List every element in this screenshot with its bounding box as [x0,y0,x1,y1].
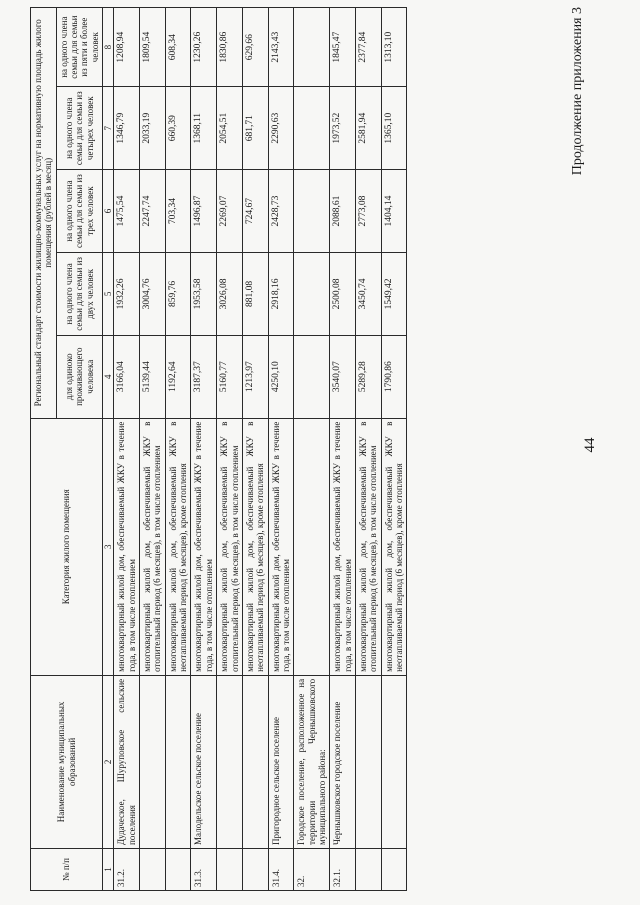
value-family-5plus: 608,34 [165,8,191,87]
row-number [217,848,243,890]
table-row [191,8,217,891]
row-number [140,848,166,890]
value-family-4: 1368,11 [191,87,217,170]
housing-category: многоквартирный жилой дом, обеспечиваемый ЖКУ в отопительный период (6 месяцев), в том числе отоплением [140,418,166,675]
header-municipality: Наименование муниципальных образований [31,675,103,848]
municipality-name: Городское поселение, расположенное на территории Чернышковского муниципального района: [294,675,330,848]
housing-category: многоквартирный жилой дом, обеспечиваемый ЖКУ в неотапливаемый период (6 месяцев), кроме отопления [381,418,407,675]
table-row [381,8,407,891]
header-col-5: на одного члена семьи для семьи из пяти и более человек [56,8,102,87]
row-number [242,848,268,890]
row-number: 31.4. [268,848,294,890]
housing-category: многоквартирный жилой дом, обеспечиваемый ЖКУ в неотапливаемый период (6 месяцев), кроме отопления [242,418,268,675]
housing-category [294,418,330,675]
continuation-caption: Продолжение приложения 3 [570,7,585,176]
value-family-3: 2428,73 [268,170,294,253]
municipality-name [381,675,407,848]
value-single: 3187,37 [191,335,217,418]
value-family-2: 1549,42 [381,252,407,335]
value-single: 3166,04 [114,335,140,418]
row-number: 31.2. [114,848,140,890]
value-single: 5289,28 [355,335,381,418]
col-number: 6 [103,170,114,253]
header-category: Категория жилого помещения [31,418,103,675]
value-family-2: 3450,74 [355,252,381,335]
col-number: 5 [103,252,114,335]
value-family-4: 681,71 [242,87,268,170]
housing-category: многоквартирный жилой дом, обеспечиваемый ЖКУ в неотапливаемый период (6 месяцев), кроме отопления [165,418,191,675]
table-row [242,8,268,891]
value-family-2: 1953,58 [191,252,217,335]
municipality-name: Малодельское сельское поселение [191,675,217,848]
value-family-3: 724,67 [242,170,268,253]
municipality-name [165,675,191,848]
value-family-4: 2033,19 [140,87,166,170]
column-number-row [103,8,114,891]
value-single: 3540,07 [330,335,356,418]
table-row [355,8,381,891]
value-family-2: 1932,26 [114,252,140,335]
table-row [294,8,330,891]
row-number: 32.1. [330,848,356,890]
header-col-3: на одного члена семьи для семьи из трех человек [56,170,102,253]
value-family-3: 2269,07 [217,170,243,253]
value-family-5plus: 1809,54 [140,8,166,87]
housing-category: многоквартирный жилой дом, обеспечиваемый ЖКУ в течение года, в том числе отоплением [268,418,294,675]
municipality-name [355,675,381,848]
col-number: 4 [103,335,114,418]
header-col-4: на одного члена семьи для семьи из четырех человек [56,87,102,170]
value-family-2: 2918,16 [268,252,294,335]
value-family-3 [294,170,330,253]
value-family-2 [294,252,330,335]
row-number [355,848,381,890]
housing-category: многоквартирный жилой дом, обеспечиваемый ЖКУ в течение года, в том числе отоплением [191,418,217,675]
value-single: 4250,10 [268,335,294,418]
value-family-3: 2088,61 [330,170,356,253]
municipality-name [140,675,166,848]
value-family-3: 2773,08 [355,170,381,253]
housing-category: многоквартирный жилой дом, обеспечиваемый ЖКУ в отопительный период (6 месяцев), в том числе отоплением [217,418,243,675]
col-number: 7 [103,87,114,170]
value-family-3: 2247,74 [140,170,166,253]
table-row [114,8,140,891]
value-single: 1790,86 [381,335,407,418]
header-row-main [31,8,57,891]
value-family-4: 1346,79 [114,87,140,170]
page-number: 44 [582,437,598,453]
municipality-name: Дудаческое, Шуруповское сельские поселения [114,675,140,848]
value-family-2: 881,08 [242,252,268,335]
housing-category: многоквартирный жилой дом, обеспечиваемый ЖКУ в отопительный период (6 месяцев), в том числе отоплением [355,418,381,675]
municipality-name: Пригородное сельское поселение [268,675,294,848]
row-number [381,848,407,890]
value-single: 1213,97 [242,335,268,418]
value-family-4: 2290,63 [268,87,294,170]
value-family-2: 2500,08 [330,252,356,335]
value-family-5plus: 1830,86 [217,8,243,87]
housing-category: многоквартирный жилой дом, обеспечиваемый ЖКУ в течение года, в том числе отоплением [330,418,356,675]
value-family-5plus: 1845,47 [330,8,356,87]
value-single: 5139,44 [140,335,166,418]
value-family-3: 1475,54 [114,170,140,253]
row-number [165,848,191,890]
table-row [268,8,294,891]
value-family-2: 859,76 [165,252,191,335]
value-single [294,335,330,418]
row-number: 32. [294,848,330,890]
value-family-4: 660,39 [165,87,191,170]
table-row [165,8,191,891]
value-family-5plus: 629,66 [242,8,268,87]
municipality-name: Чернышковское городское поселение [330,675,356,848]
header-col-2: на одного члена семьи для семьи из двух человек [56,252,102,335]
table-row [140,8,166,891]
col-number: 3 [103,418,114,675]
value-family-2: 3004,76 [140,252,166,335]
value-family-3: 703,34 [165,170,191,253]
value-family-2: 3026,08 [217,252,243,335]
value-single: 5160,77 [217,335,243,418]
header-standard-group: Региональный стандарт стоимости жилищно-коммунальных услуг на нормативную площадь жилого помещения (рублей в месяц) [31,8,57,419]
municipality-name [242,675,268,848]
col-number: 2 [103,675,114,848]
housing-category: многоквартирный жилой дом, обеспечиваемый ЖКУ в течение года, в том числе отоплением [114,418,140,675]
value-family-4: 1973,52 [330,87,356,170]
table-row [330,8,356,891]
value-family-4 [294,87,330,170]
value-family-5plus: 1313,10 [381,8,407,87]
value-family-5plus: 1230,26 [191,8,217,87]
municipality-name [217,675,243,848]
housing-standards-table [30,7,407,891]
header-num: № п/п [31,848,103,890]
value-family-3: 1496,87 [191,170,217,253]
value-single: 1192,64 [165,335,191,418]
value-family-3: 1404,14 [381,170,407,253]
row-number: 31.3. [191,848,217,890]
value-family-4: 1365,10 [381,87,407,170]
value-family-5plus: 2143,43 [268,8,294,87]
value-family-5plus [294,8,330,87]
col-number: 8 [103,8,114,87]
value-family-5plus: 1208,94 [114,8,140,87]
col-number: 1 [103,848,114,890]
table-row [217,8,243,891]
value-family-4: 2054,51 [217,87,243,170]
header-col-1: для одиноко проживающего человека [56,335,102,418]
value-family-5plus: 2377,84 [355,8,381,87]
value-family-4: 2581,94 [355,87,381,170]
